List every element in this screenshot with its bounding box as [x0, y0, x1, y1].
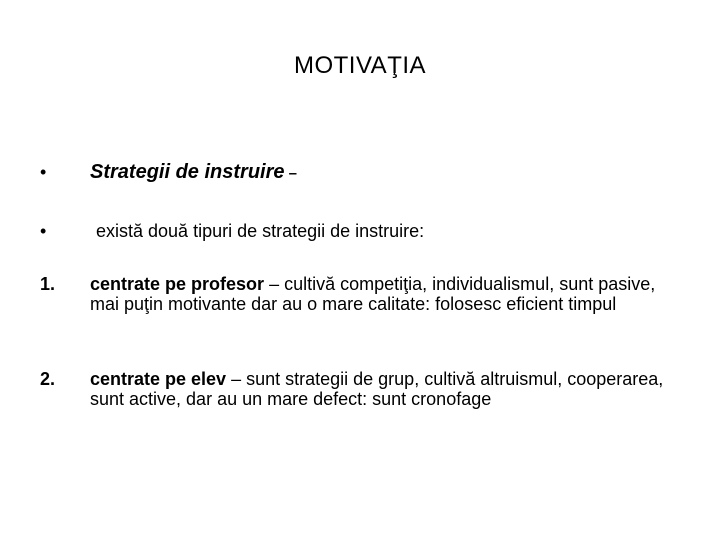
bullet-text: există două tipuri de strategii de instruire:	[96, 221, 425, 241]
item-text	[90, 274, 675, 314]
student-centered-description: – sunt strategii de grup, cultivă altruismul, cooperarea, sunt active, dar au un mare defect: sunt cronofage	[90, 369, 664, 409]
strategies-heading: Strategii de instruire	[90, 161, 285, 183]
item-text	[90, 369, 675, 409]
number-marker: 1.	[40, 274, 56, 294]
bullet-marker: •	[40, 221, 47, 241]
number-marker: 2.	[40, 369, 56, 389]
heading-dash: –	[284, 165, 298, 182]
slide-title: MOTIVAŢIA	[293, 52, 427, 79]
bullet-text	[90, 162, 675, 184]
term-student-centered: centrate pe elev	[90, 369, 227, 389]
bullet-marker: •	[40, 162, 47, 182]
term-teacher-centered: centrate pe profesor	[90, 274, 265, 294]
teacher-centered-description: – cultivă competiţia, individualismul, sunt pasive, mai puţin motivante dar au o mare calitate: folosesc eficient timpul	[90, 274, 656, 314]
